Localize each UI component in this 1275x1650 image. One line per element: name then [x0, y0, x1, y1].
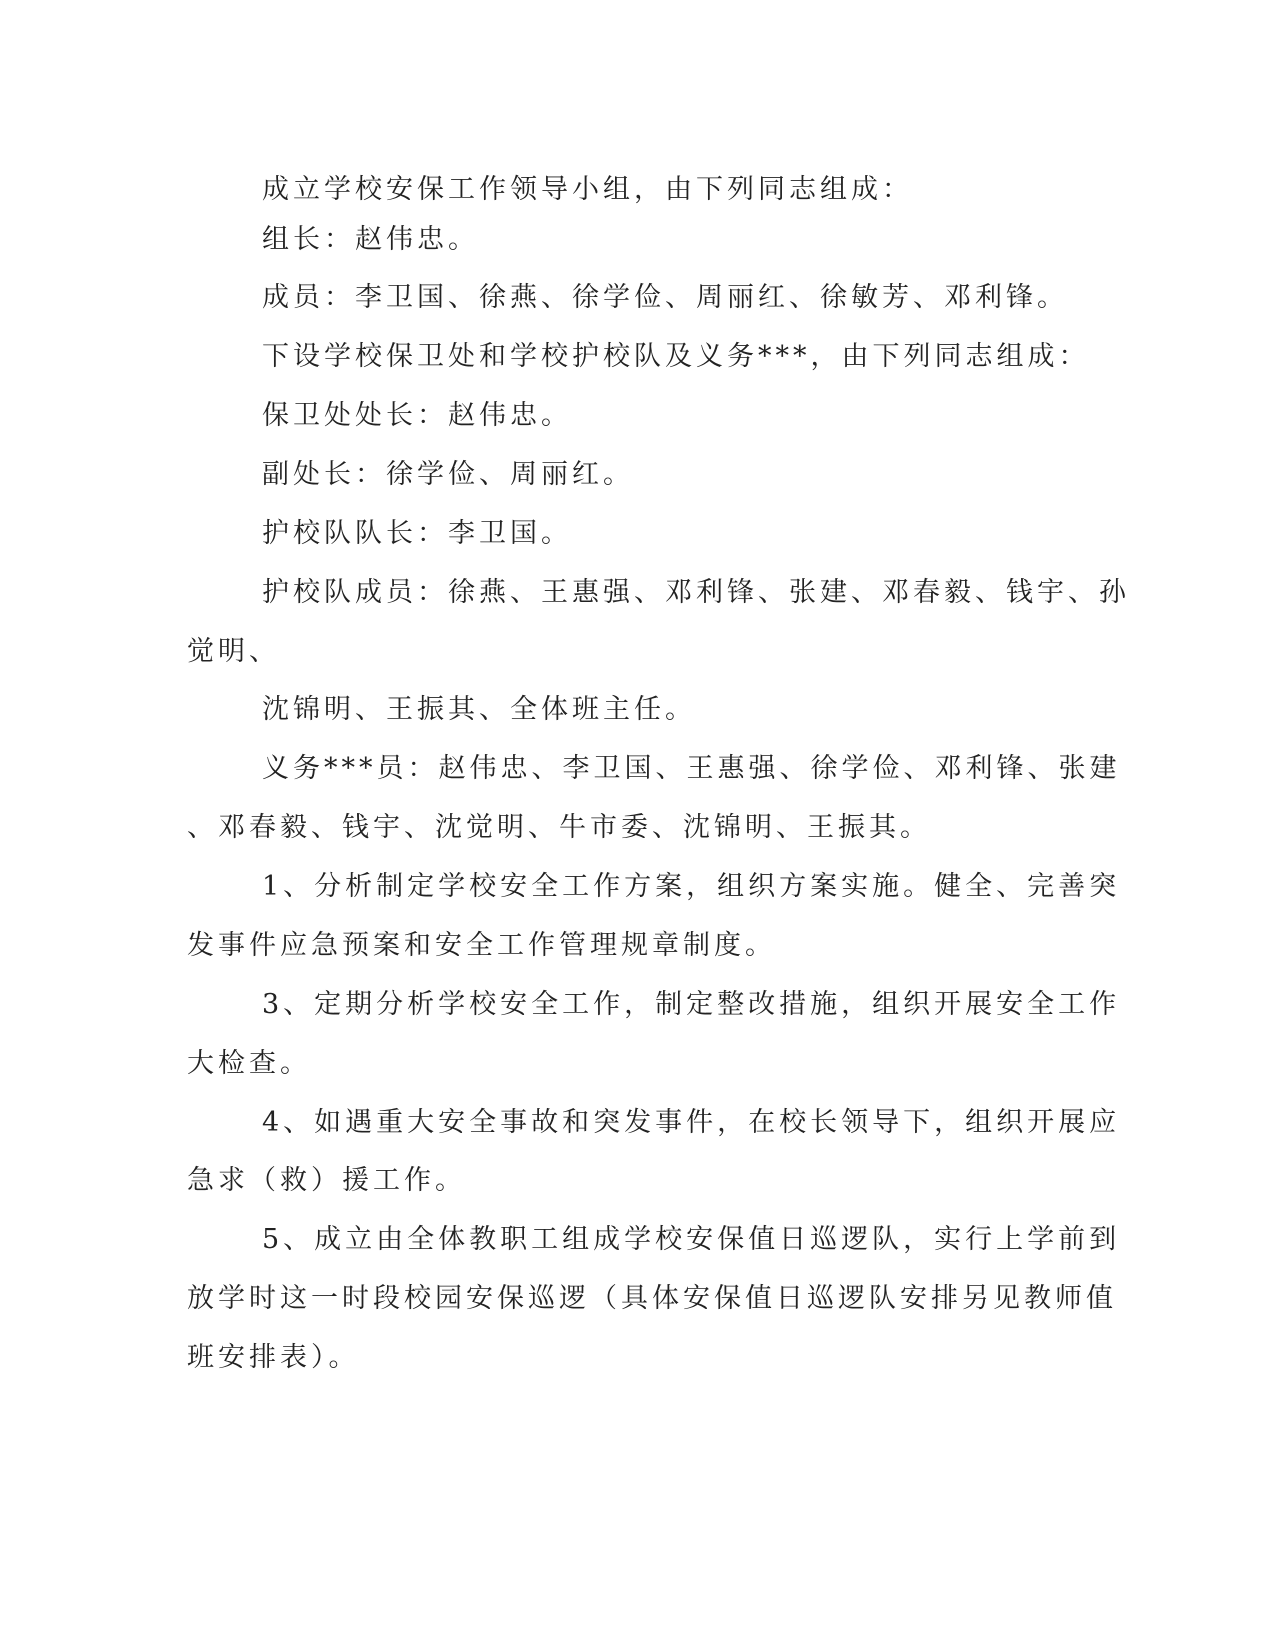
text-line: 放学时这一时段校园安保巡逻（具体安保值日巡逻队安排另见教师值 [187, 1283, 1117, 1314]
text-line: 急求（救）援工作。 [187, 1165, 466, 1196]
text-line: 义务***员：赵伟忠、李卫国、王惠强、徐学俭、邓利锋、张建 [262, 753, 1121, 784]
text-line: 护校队队长：李卫国。 [262, 518, 572, 549]
text-line: 副处长：徐学俭、周丽红。 [262, 459, 634, 490]
text-line: 1、分析制定学校安全工作方案，组织方案实施。健全、完善突 [262, 871, 1121, 902]
text-line: 成立学校安保工作领导小组，由下列同志组成： [262, 174, 913, 205]
text-line: 5、成立由全体教职工组成学校安保值日巡逻队，实行上学前到 [262, 1224, 1121, 1255]
text-line: 下设学校保卫处和学校护校队及义务***，由下列同志组成： [262, 341, 1090, 372]
text-line: 班安排表）。 [187, 1342, 360, 1373]
text-line: 成员：李卫国、徐燕、徐学俭、周丽红、徐敏芳、邓利锋。 [262, 282, 1068, 313]
text-line: 发事件应急预案和安全工作管理规章制度。 [187, 930, 776, 961]
text-line: 觉明、 [187, 636, 280, 667]
text-line: 大检查。 [187, 1048, 311, 1079]
text-line: 护校队成员：徐燕、王惠强、邓利锋、张建、邓春毅、钱宇、孙 [262, 577, 1130, 608]
text-line: 沈锦明、王振其、全体班主任。 [262, 694, 696, 725]
text-line: 保卫处处长：赵伟忠。 [262, 400, 572, 431]
text-line: 3、定期分析学校安全工作，制定整改措施，组织开展安全工作 [262, 989, 1121, 1020]
text-line: 4、如遇重大安全事故和突发事件，在校长领导下，组织开展应 [262, 1107, 1121, 1138]
text-line: 组长：赵伟忠。 [262, 224, 479, 255]
text-line: 、邓春毅、钱宇、沈觉明、牛市委、沈锦明、王振其。 [187, 812, 931, 843]
